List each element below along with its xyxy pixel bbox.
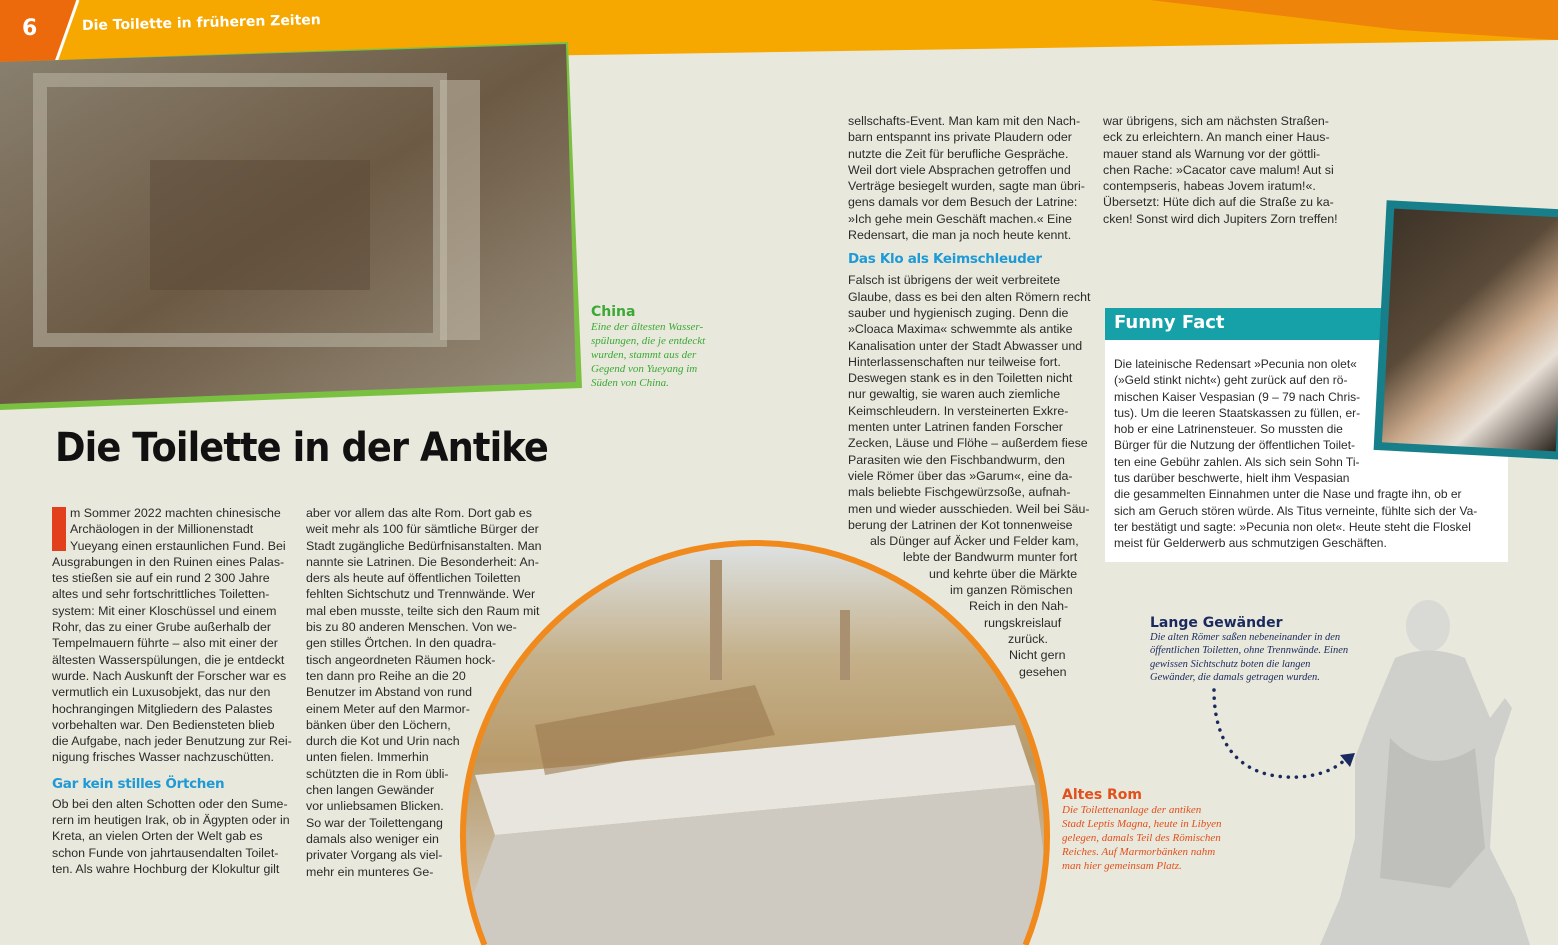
paragraph [848, 113, 1085, 243]
dropcap: I [52, 507, 66, 551]
text-line: bis zu 80 anderen Menschen. Von we- [306, 620, 517, 635]
paragraph [52, 554, 292, 766]
text-line: chen langen Gewänder [306, 783, 435, 798]
text-line: barn entspannt ins private Plaudern oder [848, 130, 1072, 145]
text-line: privater Vorgang als viel- [306, 848, 443, 863]
text-line: gewissen Sichtschutz boten die langen [1150, 658, 1311, 670]
caption-text [591, 320, 705, 390]
text-line: nigung frisches Wasser nachzuschütten. [52, 750, 274, 765]
text-line: Rohr, das zu einer Grube außerhalb der [52, 620, 272, 635]
text-line: damals also weniger ein [306, 831, 439, 846]
caption-title: Lange Gewänder [1150, 615, 1283, 631]
caption-altes-rom [1062, 787, 1221, 873]
text-line: gelegen, damals Teil des Römischen [1062, 832, 1221, 844]
text-line: Ausgrabungen in den Ruinen eines Palas- [52, 554, 285, 569]
text-line: Zecken, Läuse und Flöhe – außerdem fiese [848, 436, 1088, 451]
text-line: durch die Kot und Urin nach [306, 734, 460, 749]
column-4 [1103, 113, 1338, 227]
text-line: Redensart, die man ja noch heute kennt. [848, 228, 1072, 243]
text-line: contempseris, habeas Jovem iratum!«. [1103, 179, 1316, 194]
caption-title: China [591, 304, 636, 320]
column-2 [306, 505, 542, 880]
funny-fact-title: Funny Fact [1114, 312, 1225, 333]
column-3 [848, 113, 1091, 680]
text-line: meist für Gelderwerb aus schmutzigen Geschäften. [1114, 536, 1387, 551]
text-line: »Ich gehe mein Geschäft machen.« Eine [848, 211, 1072, 226]
text-line: zurück. [1008, 631, 1048, 646]
subheading: Gar kein stilles Örtchen [52, 775, 225, 792]
page-number: 6 [22, 16, 38, 41]
text-line: lebte der Bandwurm munter fort [903, 550, 1078, 565]
text-line: mal eben musste, teilte sich den Raum mit [306, 603, 540, 618]
text-line: vor unliebsamen Blicken. [306, 799, 444, 814]
text-line: weit mehr als 100 für sämtliche Bürger der [306, 522, 539, 537]
text-line: im ganzen Römischen [950, 583, 1073, 598]
paragraph [52, 796, 290, 877]
text-line: Süden von China. [591, 377, 669, 389]
text-line: tes stießen sie auf ein rund 2 300 Jahre [52, 571, 270, 586]
text-line: spülungen, die je entdeckt [591, 335, 706, 347]
text-line: und kehrte über die Märkte [929, 566, 1078, 581]
text-line: nannte sie Latrinen. Die Besonderheit: An- [306, 554, 539, 569]
funny-fact-header [1105, 308, 1385, 340]
text-line: mehr ein munteres Ge- [306, 864, 434, 879]
text-line: eck zu erleichtern. An manch einer Haus- [1103, 130, 1330, 145]
text-line: Die Toilettenanlage der antiken [1062, 804, 1202, 816]
text-line: mischen Kaiser Vespasian (9 – 79 nach Chris- [1114, 389, 1361, 404]
text-line: sauber und hygienisch zuging. Denn die [848, 305, 1069, 320]
paragraph [306, 505, 542, 880]
text-line: unten fielen. Immerhin [306, 750, 429, 765]
intro-paragraph [52, 505, 287, 554]
text-line: Verträge besiegelt wurden, sagte man übri- [848, 179, 1085, 194]
text-line: ten eine Gebühr zahlen. Als sich sein Sohn Ti- [1114, 454, 1360, 469]
text-line: Die lateinische Redensart »Pecunia non olet« [1114, 357, 1357, 371]
text-line: Ob bei den alten Schotten oder den Sume- [52, 796, 288, 811]
text-line: tisch angeordneten Räumen hock- [306, 652, 496, 667]
text-line: sellschafts-Event. Man kam mit den Nach- [848, 114, 1081, 128]
paragraph [1103, 113, 1338, 227]
text-line: rungskreislauf [984, 615, 1062, 630]
text-line: Glaube, dass es bei den alten Römern recht [848, 289, 1091, 304]
text-line: Die alten Römer saßen nebeneinander in den [1150, 632, 1341, 643]
text-line: öffentlichen Toiletten, ohne Trennwände. Einen [1150, 645, 1349, 657]
text-line: man hier gemeinsam Platz. [1062, 860, 1182, 872]
text-line: So war der Toilettengang [306, 815, 443, 830]
caption-china [591, 304, 705, 390]
text-line: Benutzer im Abstand von rund [306, 685, 472, 700]
text-line: Stadt Leptis Magna, heute in Libyen [1062, 818, 1222, 830]
text-line: Hinterlassenschaften nur teilweise fort. [848, 354, 1061, 369]
text-line: ältesten Wasserspülungen, die je entdeckt [52, 652, 285, 667]
subheading: Das Klo als Keimschleuder [848, 251, 1042, 268]
paragraph [848, 272, 1091, 679]
text-line: gens damals vor dem Besuch der Latrine: [848, 195, 1078, 210]
text-line: als Dünger auf Äcker und Felder kam, [870, 534, 1079, 549]
text-line: m Sommer 2022 machten chinesische [70, 506, 281, 520]
text-line: fehlten Sichtschutz und Trennwände. Wer [306, 587, 536, 602]
text-line: tus darüber beschwerte, hielt ihm Vespasian [1114, 471, 1350, 486]
text-line: nutzte die Zeit für berufliche Gespräche. [848, 146, 1069, 161]
text-line: system: Mit einer Kloschüssel und einem [52, 603, 277, 618]
text-line: Keimschleudern. In versteinerten Exkre- [848, 403, 1069, 418]
text-line: schon Funde von jahrtausendalten Toilet- [52, 845, 279, 860]
text-line: hob er eine Latrinensteuer. So mussten die [1114, 422, 1343, 437]
text-line: wurden, stammt aus der [591, 349, 697, 361]
text-line: viele Römer über das »Garum«, eine da- [848, 468, 1073, 483]
article-title: Die Toilette in der Antike [55, 425, 548, 471]
column-1 [52, 505, 292, 877]
text-line: gesehen [1019, 664, 1067, 679]
text-line: wurde. Nach Auskunft der Forscher war es [52, 668, 287, 683]
text-line: sich am Geruch stören würde. Als Titus verneinte, fühlte sich der Va- [1114, 503, 1478, 518]
text-line: Weil dort viele Absprachen getroffen und [848, 162, 1071, 177]
caption-lange-gewaender [1150, 615, 1348, 684]
text-line: gen stilles Örtchen. In den quadra- [306, 636, 497, 651]
section-title: Die Toilette in früheren Zeiten [81, 12, 321, 34]
text-line: men und wieder ausschieden. Weil bei Säu- [848, 501, 1090, 516]
text-line: Reiches. Auf Marmorbänken nahm [1062, 846, 1216, 858]
text-line: rern im heutigen Irak, ob in Ägypten oder in [52, 813, 290, 828]
text-line: ten. Als wahre Hochburg der Klokultur gilt [52, 861, 280, 876]
text-line: Bürger für die Nutzung der öffentlichen Toilet- [1114, 438, 1356, 453]
text-line: schützten die in Rom übli- [306, 766, 449, 781]
excavation-photo [0, 40, 590, 415]
text-line: ter bestätigt und sagte: »Pecunia non olet«. Heute steht die Floskel [1114, 519, 1471, 534]
caption-title: Altes Rom [1062, 787, 1143, 803]
text-line: Kanalisation unter der Stadt Abwasser und [848, 338, 1083, 353]
text-line: Gegend von Yueyang im [591, 363, 698, 375]
text-line: Übersetzt: Hüte dich auf die Straße zu ka- [1103, 195, 1334, 210]
text-line: cken! Sonst wird dich Jupiters Zorn treffen! [1103, 211, 1338, 226]
text-line: Falsch ist übrigens der weit verbreitete [848, 273, 1061, 288]
text-line: aber vor allem das alte Rom. Dort gab es [306, 506, 532, 520]
text-line: nur gewaltig, sie waren auch ziemliche [848, 387, 1061, 402]
text-line: Eine der ältesten Wasser- [591, 321, 704, 333]
text-line: ten dann pro Reihe an die 20 [306, 668, 466, 683]
text-line: »Cloaca Maxima« schwemmte als antike [848, 322, 1073, 337]
text-line: Gewänder, die damals getragen wurden. [1150, 671, 1320, 683]
text-line: ders als heute auf öffentlichen Toiletten [306, 571, 521, 586]
text-line: bänken über den Löchern, [306, 717, 451, 732]
text-line: vorbehalten war. Den Bediensteten blieb [52, 717, 275, 732]
text-line: hochrangingen Mitgliedern des Palastes [52, 701, 273, 716]
text-line: war übrigens, sich am nächsten Straßen- [1103, 114, 1329, 128]
caption-text [1062, 803, 1221, 873]
text-line: Kreta, an vielen Orten der Welt gab es [52, 829, 263, 844]
text-line: menten unter Latrinen fanden Forscher [848, 420, 1063, 435]
text-line: Parasiten wie den Fischbandwurm, den [848, 452, 1065, 467]
text-line: die Aufgabe, nach jeder Benutzung zur Rei- [52, 734, 292, 749]
text-line: Stadt zugängliche Bedürfnisanstalten. Man [306, 538, 542, 553]
text-line: die gesammelten Einnahmen unter die Nase und fragte ihn, ob er [1114, 487, 1462, 502]
text-line: vermutlich ein Luxusobjekt, das nur den [52, 685, 271, 700]
text-line: Nicht gern [1009, 648, 1066, 663]
text-line: tus). Um die leeren Staatskassen zu füllen, er- [1114, 405, 1361, 420]
text-line: mauer stand als Warnung vor der göttli- [1103, 146, 1321, 161]
text-line: Deswegen stank es in den Toiletten nicht [848, 371, 1073, 386]
vespasian-portrait [1374, 200, 1558, 460]
text-line: chen Rache: »Cacator cave malum! Aut si [1103, 162, 1334, 177]
text-line: mals beliebte Fischgewürzsoße, aufnah- [848, 485, 1071, 500]
text-line: einem Meter auf den Marmor- [306, 701, 470, 716]
caption-text [1150, 631, 1348, 684]
text-line: Archäologen in der Millionenstadt [70, 522, 254, 537]
text-line: berung der Latrinen der Kot tonnenweise [848, 517, 1073, 532]
text-line: altes und sehr fortschrittliches Toiletten- [52, 587, 270, 602]
text-line: (»Geld stinkt nicht«) geht zurück auf den rö- [1114, 373, 1348, 388]
text-line: Reich in den Nah- [969, 599, 1069, 614]
text-line: Yueyang einen erstaunlichen Fund. Bei [70, 538, 286, 553]
text-line: Tempelmauern führte – also mit einer der [52, 636, 278, 651]
